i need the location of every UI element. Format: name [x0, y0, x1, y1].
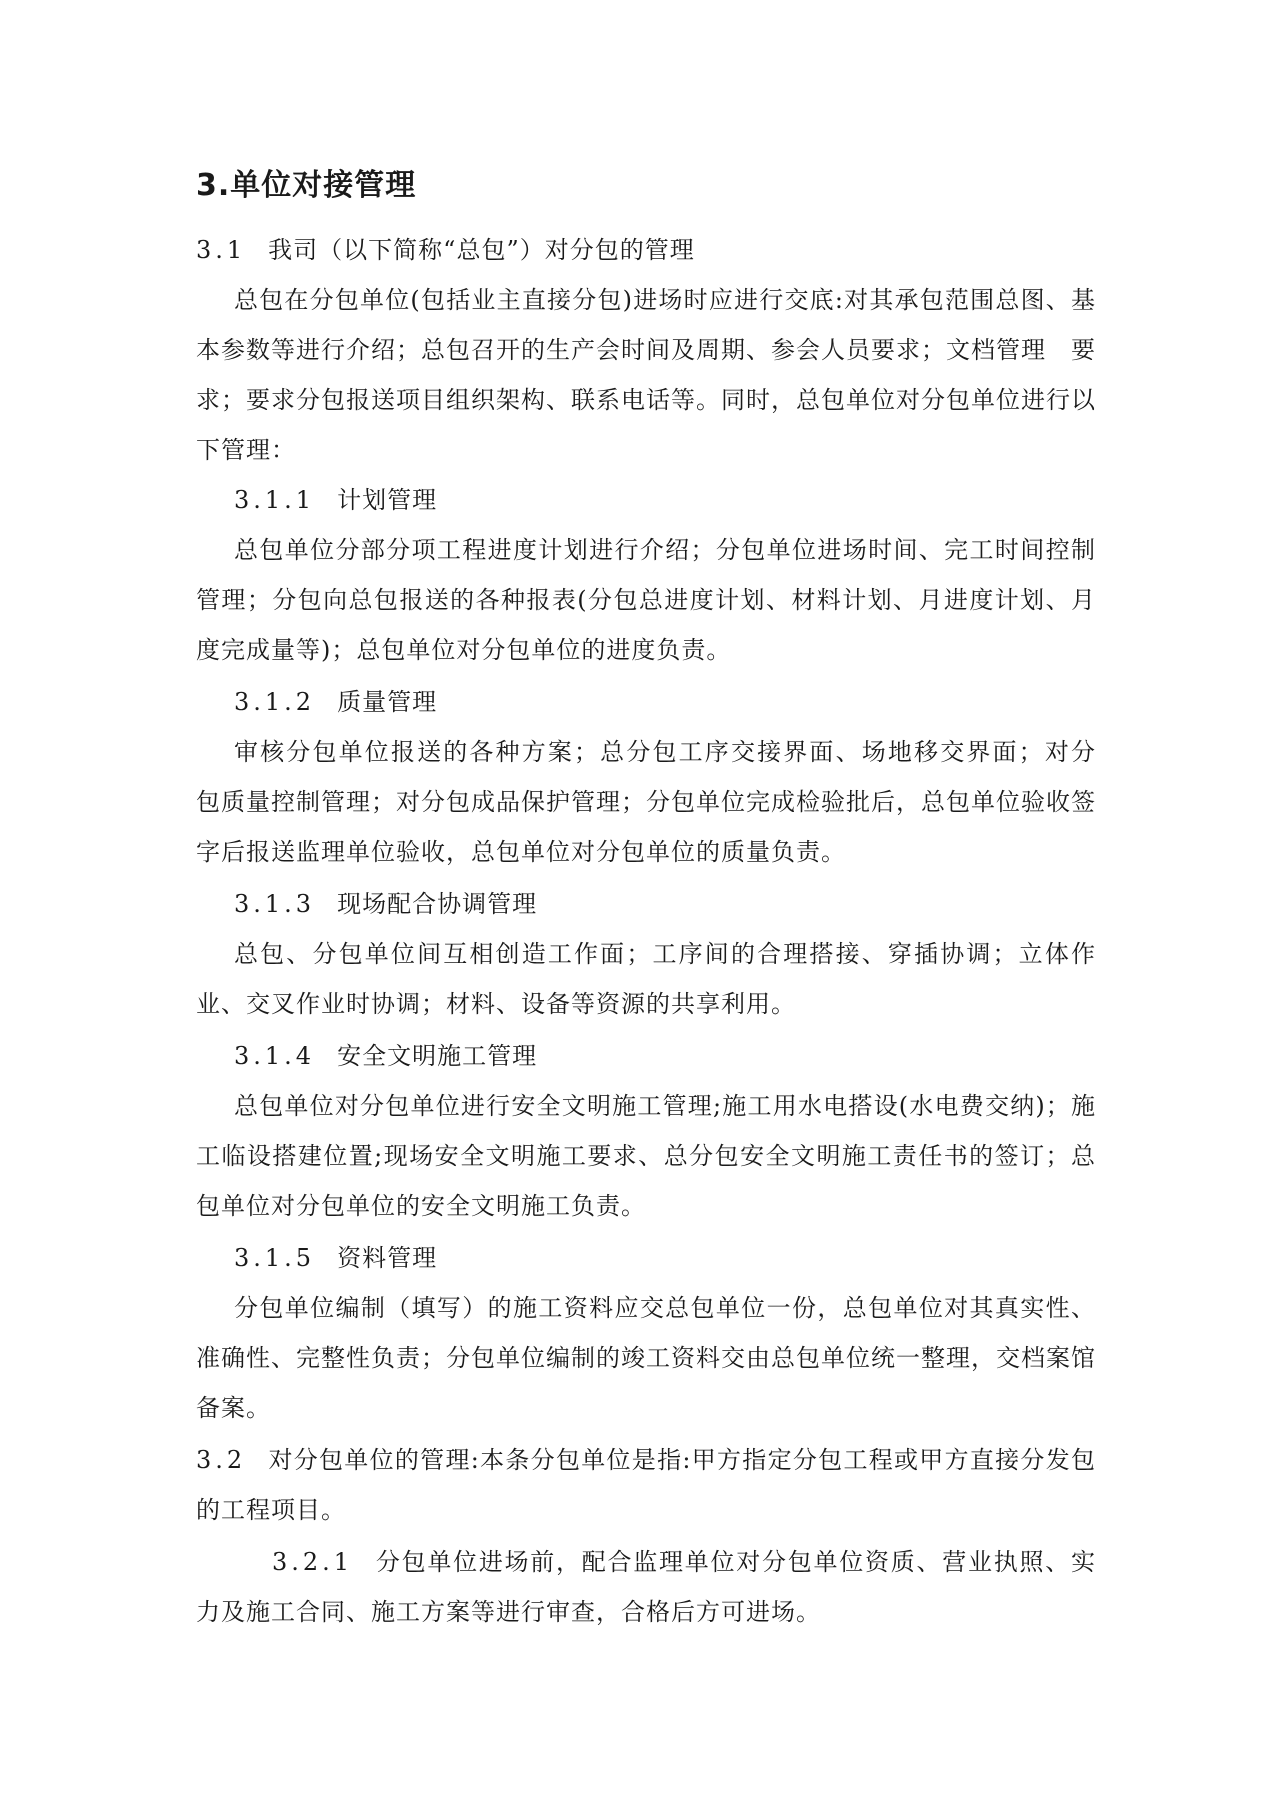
paragraph-3-1-4: 总包单位对分包单位进行安全文明施工管理;施工用水电搭设(水电费交纳)；施工临设搭建位置;现场安全文明施工要求、总分包安全文明施工责任书的签订；总包单位对分包单位的安全文明施工负责。 — [196, 1092, 1096, 1220]
heading-3-1-4 — [196, 1031, 1134, 1081]
paragraph-3-1-2: 审核分包单位报送的各种方案；总分包工序交接界面、场地移交界面；对分 包质量控制管理；对分包成品保护管理；分包单位完成检验批后，总包单位验收签字后报送监理单位验收，总包单位对分包单位的质量负责。 — [196, 738, 1121, 866]
heading-3-1-5 — [196, 1233, 1134, 1283]
heading-text: 质量管理 — [337, 688, 438, 716]
heading-number: 3.1.2 — [234, 688, 316, 716]
heading-text: 现场配合协调管理 — [337, 890, 538, 918]
section-title: 3.单位对接管理 — [196, 168, 417, 203]
heading-number: 3.1 — [196, 236, 247, 264]
heading-3-1 — [196, 225, 1096, 275]
heading-number: 3.1.1 — [234, 486, 316, 514]
heading-number: 3.2 — [196, 1446, 247, 1474]
heading-text: 资料管理 — [337, 1244, 438, 1272]
paragraph-text: 对分包单位的管理:本条分包单位是指:甲方指定分包工程或甲方直接分发包的工程项目。 — [196, 1446, 1096, 1524]
heading-number: 3.2.1 — [272, 1548, 354, 1576]
paragraph-3-2-1 — [196, 1537, 1096, 1637]
paragraph-3-1-5: 分包单位编制（填写）的施工资料应交总包单位一份，总包单位对其真实性、准确性、完整性负责；分包单位编制的竣工资料交由总包单位统一整理，交档案馆备案。 — [196, 1294, 1096, 1422]
heading-text: 我司（以下简称“总包”）对分包的管理 — [268, 236, 695, 264]
heading-3-1-1 — [196, 475, 1134, 525]
heading-text: 计划管理 — [337, 486, 438, 514]
paragraph-text: 分包单位进场前，配合监理单位对分包单位资质、营业执照、实力及施工合同、施工方案等进行审查，合格后方可进场。 — [196, 1548, 1096, 1626]
paragraph-3-1-1: 总包单位分部分项工程进度计划进行介绍；分包单位进场时间、完工时间控制管理；分包向总包报送的各种报表(分包总进度计划、材料计划、月进度计划、月度完成量等)；总包单位对分包单位的进度负责。 — [196, 536, 1096, 664]
heading-3-1-2 — [196, 677, 1134, 727]
paragraph-3-2 — [196, 1435, 1096, 1535]
heading-number: 3.1.3 — [234, 890, 316, 918]
paragraph-3-1-3: 总包、分包单位间互相创造工作面；工序间的合理搭接、穿插协调；立体作业、交叉作业时协调；材料、设备等资源的共享利用。 — [196, 940, 1096, 1018]
heading-number: 3.1.4 — [234, 1042, 316, 1070]
paragraph-3-1-intro: 总包在分包单位(包括业主直接分包)进场时应进行交底:对其承包范围总图、基本参数等进行介绍；总包召开的生产会时间及周期、参会人员要求；文档管理 要求；要求分包报送项目组织架构、联系电话等。同时，总包单位对分包单位进行以下管理： — [196, 286, 1096, 464]
heading-text: 安全文明施工管理 — [337, 1042, 538, 1070]
heading-number: 3.1.5 — [234, 1244, 316, 1272]
heading-3-1-3 — [196, 879, 1134, 929]
